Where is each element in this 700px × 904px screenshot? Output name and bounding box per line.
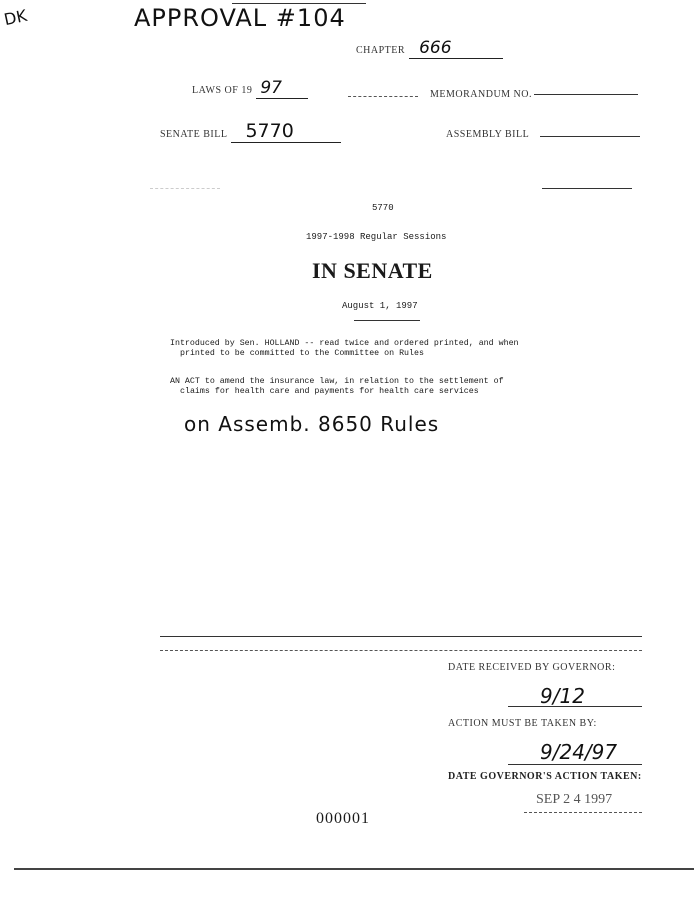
memorandum-row [430, 84, 532, 102]
taken-value: SEP 2 4 1997 [536, 792, 613, 807]
chapter-value: 666 [409, 38, 503, 59]
chapter-label: CHAPTER [356, 45, 406, 56]
act-line-2: claims for health care and payments for health care services [180, 387, 479, 396]
laws-label: LAWS OF 19 [192, 85, 253, 96]
action-label: ACTION MUST BE TAKEN BY: [448, 718, 597, 729]
action-value: 9/24/97 [540, 740, 618, 764]
laws-dash [348, 96, 418, 97]
page-number: 000001 [316, 810, 370, 827]
house-heading: IN SENATE [312, 258, 433, 283]
taken-line [524, 812, 642, 813]
memorandum-line [534, 94, 638, 95]
received-label: DATE RECEIVED BY GOVERNOR: [448, 662, 616, 673]
introduction-date: August 1, 1997 [342, 301, 418, 311]
assembly-bill-row [446, 124, 529, 142]
senate-bill-label: SENATE BILL [160, 129, 228, 140]
action-line [508, 764, 642, 765]
chapter-row [356, 38, 503, 59]
senate-bill-row [160, 120, 341, 143]
received-line [508, 706, 642, 707]
introduced-line-1: Introduced by Sen. HOLLAND -- read twice and ordered printed, and when [170, 339, 519, 348]
scan-mark-right [542, 188, 632, 189]
assembly-bill-label: ASSEMBLY BILL [446, 129, 530, 140]
session: 1997-1998 Regular Sessions [306, 232, 447, 242]
introduced-line-2: printed to be committed to the Committee on Rules [180, 349, 424, 358]
senate-bill-value: 5770 [231, 120, 341, 143]
handwritten-assembly-note: on Assemb. 8650 Rules [184, 412, 440, 436]
bill-number: 5770 [372, 203, 394, 213]
section-rule-2 [160, 650, 642, 651]
assembly-bill-line [540, 136, 640, 137]
date-underline [354, 320, 420, 321]
act-line-1: AN ACT to amend the insurance law, in relation to the settlement of [170, 377, 504, 386]
taken-label: DATE GOVERNOR'S ACTION TAKEN: [448, 771, 642, 782]
section-rule-1 [160, 636, 642, 637]
bottom-scan-edge [14, 868, 694, 870]
memorandum-label: MEMORANDUM NO. [430, 89, 533, 100]
corner-note: DK [2, 5, 29, 30]
scan-mark-left [150, 188, 220, 189]
top-rule [232, 3, 366, 4]
approval-number: APPROVAL #104 [134, 4, 346, 32]
laws-value: 97 [256, 78, 308, 99]
laws-row [192, 78, 308, 99]
received-value: 9/12 [540, 684, 585, 708]
